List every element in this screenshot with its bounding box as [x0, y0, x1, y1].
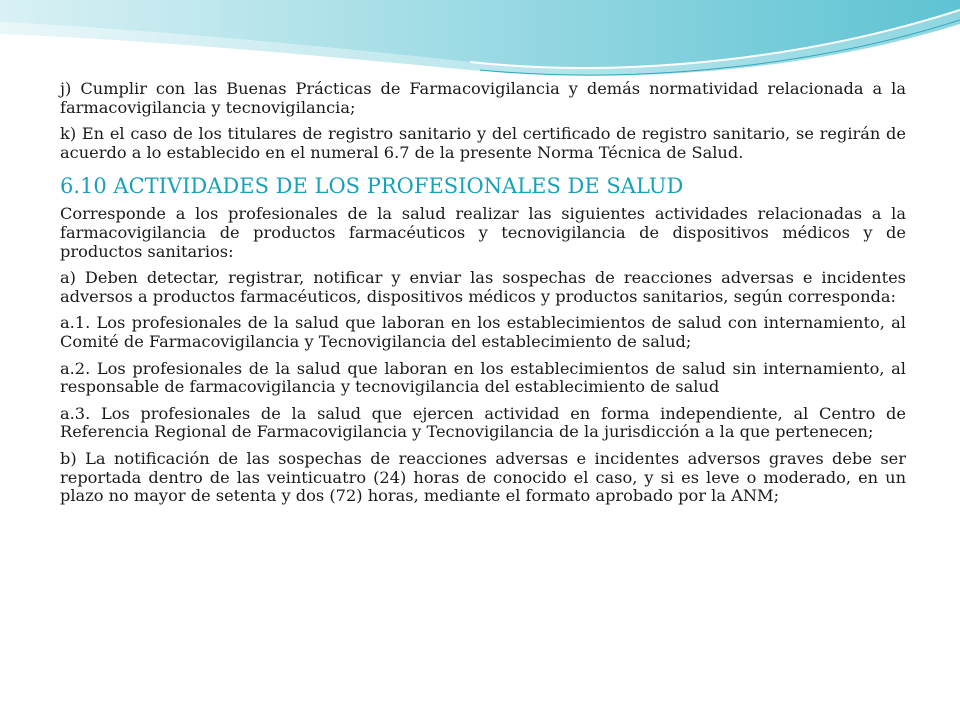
item-text: Los profesionales de la salud que ejercen actividad en forma independiente, al Centro de Referencia Regional de Farmacovigilancia y Tecnovigilancia de la jurisdicción a la que pertenecen; — [60, 403, 906, 442]
item-marker: b — [60, 448, 71, 468]
item-marker: a.1. — [60, 313, 91, 333]
section-heading: 6.10 ACTIVIDADES DE LOS PROFESIONALES DE SALUD — [60, 174, 684, 199]
item-marker: a.2. — [60, 358, 91, 378]
list-item-a1 — [60, 314, 906, 351]
item-marker: a.3. — [60, 403, 91, 423]
item-text: ) Deben detectar, registrar, notificar y enviar las sospechas de reacciones adversas e incidentes adversos a productos farmacéuticos, dispositivos médicos y productos sanitarios, según corresponda: — [60, 268, 906, 306]
list-item-j — [60, 80, 906, 117]
item-text: ) Cumplir con las Buenas Prácticas de Farmacovigilancia y demás normatividad relacionada a la farmacovigilancia y tecnovigilancia; — [60, 79, 906, 117]
item-marker: k — [60, 124, 70, 144]
list-item-a3 — [60, 405, 906, 442]
list-item-a2 — [60, 360, 906, 397]
item-text: Los profesionales de la salud que laboran en los establecimientos de salud sin internamiento, al responsable de farmacovigilancia y tecnovigilancia del establecimiento de salud — [60, 358, 906, 397]
item-marker: a — [60, 268, 70, 288]
item-text: ) En el caso de los titulares de registro sanitario y del certificado de registro sanitario, se regirán de acuerdo a lo establecido en el numeral 6.7 de la presente Norma Técnica de Salud. — [60, 124, 906, 162]
intro-paragraph: Corresponde a los profesionales de la salud realizar las siguientes actividades relacionadas a la farmacovigilancia de productos farmacéuticos y tecnovigilancia de dispositivos médicos y de productos sanitarios: — [60, 204, 906, 261]
item-text: Los profesionales de la salud que laboran en los establecimientos de salud con internamiento, al Comité de Farmacovigilancia y Tecnovigilancia del establecimiento de salud; — [60, 313, 906, 351]
list-item-k — [60, 125, 906, 162]
header-wave-decoration — [0, 0, 960, 90]
slide-body — [60, 80, 906, 514]
list-item-b — [60, 450, 906, 506]
item-text: ) La notificación de las sospechas de reacciones adversas e incidentes adversos graves debe ser reportada dentro de las veinticuatro (24) horas de conocido el caso, y si es leve o moderado, en un plazo no mayor de setenta y dos (72) horas, mediante el formato aprobado por la ANM; — [60, 448, 906, 506]
item-marker: j — [60, 79, 66, 98]
list-item-a — [60, 269, 906, 306]
